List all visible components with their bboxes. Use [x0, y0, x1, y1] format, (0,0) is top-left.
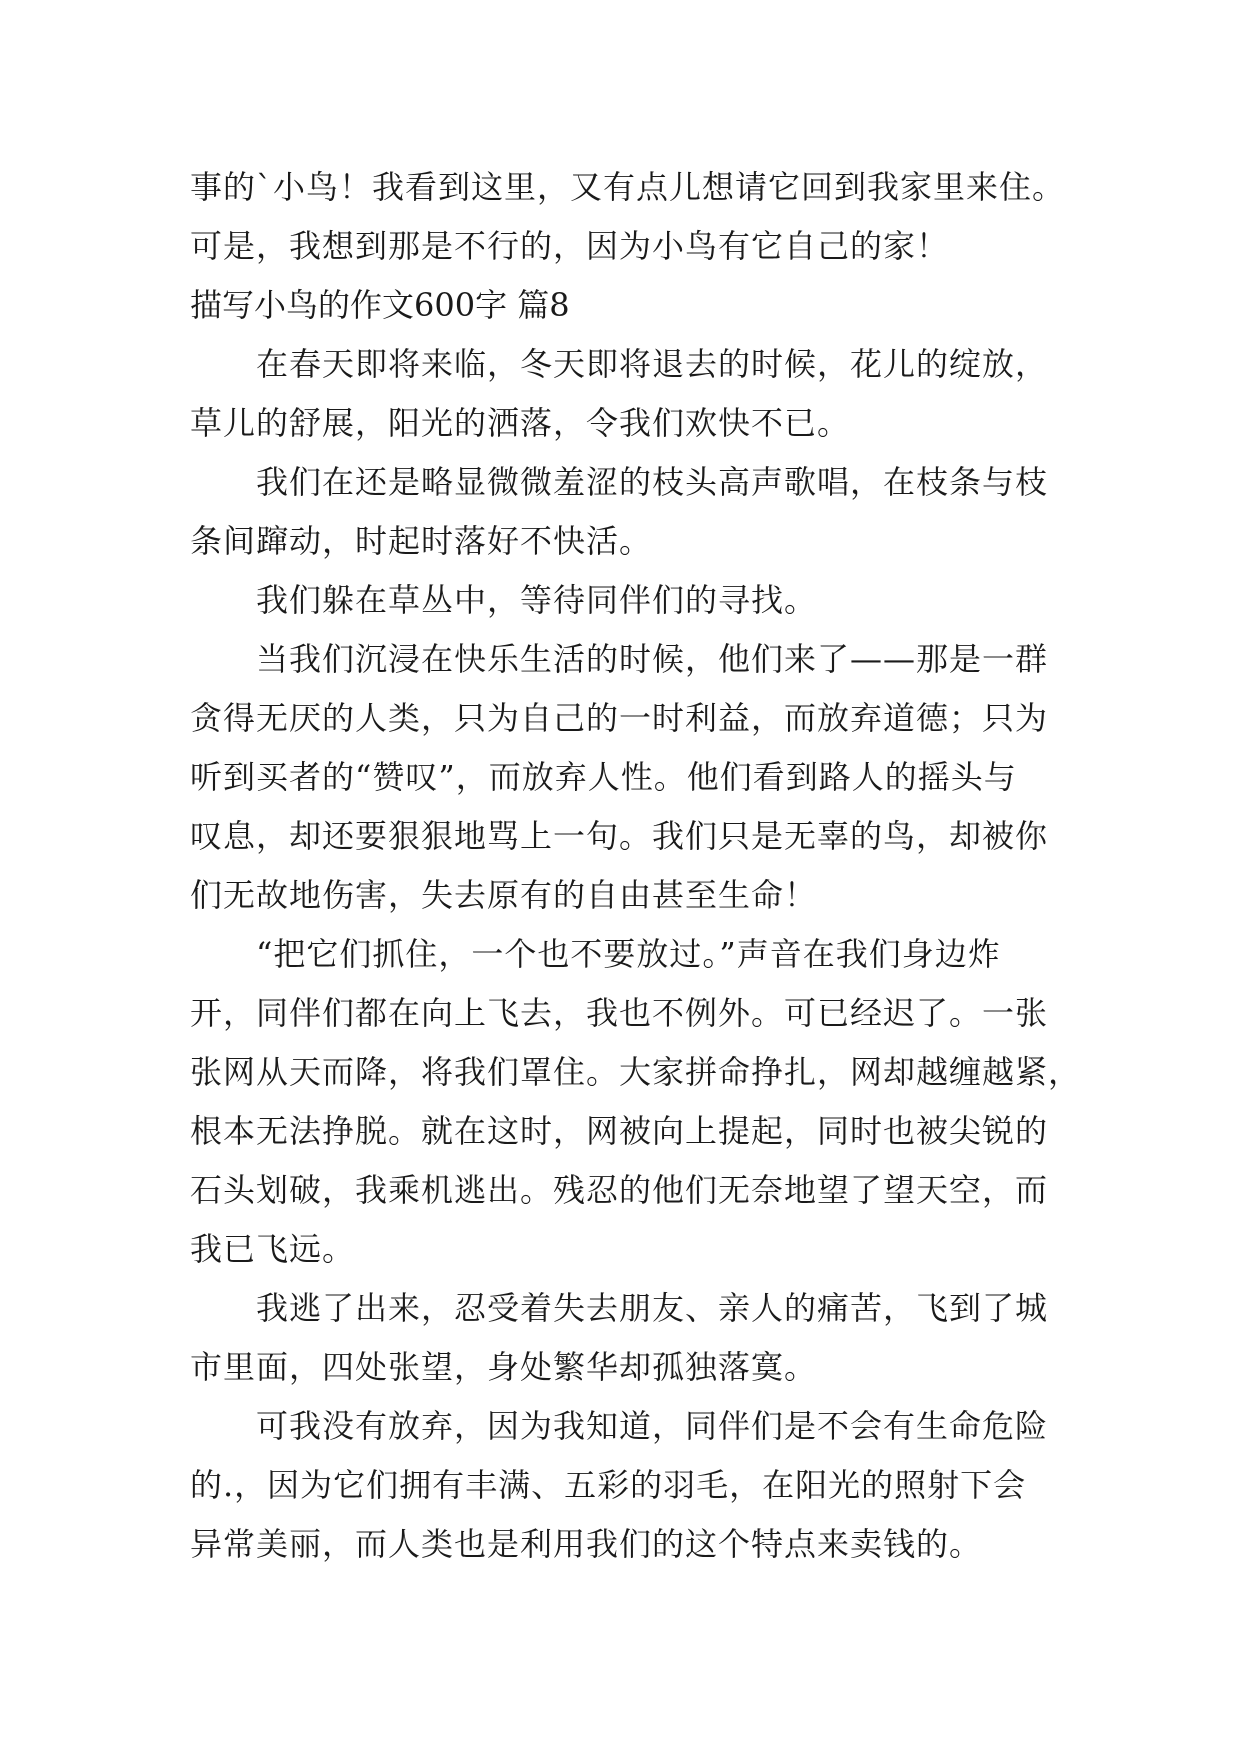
- text-line: 贪得无厌的人类，只为自己的一时利益，而放弃道德；只为: [190, 699, 1049, 737]
- text-line: 我们在还是略显微微羞涩的枝头高声歌唱，在枝条与枝: [256, 463, 1049, 501]
- paragraph-1: [190, 335, 1070, 453]
- text-line: 我已飞远。: [190, 1230, 356, 1268]
- text-line: “把它们抓住，一个也不要放过。”声音在我们身边炸: [256, 935, 1001, 973]
- text-line: 条间蹿动，时起时落好不快活。: [190, 522, 653, 560]
- document-body: [190, 158, 1082, 1574]
- text-line: 我们躲在草丛中，等待同伴们的寻找。: [256, 581, 818, 619]
- section-heading: 描写小鸟的作文600字 篇8: [190, 286, 570, 324]
- text-line: 可是，我想到那是不行的，因为小鸟有它自己的家！: [190, 227, 950, 265]
- continuation-paragraph: [190, 158, 1070, 276]
- paragraph-7: [190, 1397, 1070, 1574]
- text-line: 根本无法挣脱。就在这时，网被向上提起，同时也被尖锐的: [190, 1112, 1049, 1150]
- text-line: 们无故地伤害，失去原有的自由甚至生命！: [190, 876, 818, 914]
- paragraph-4: [190, 630, 1070, 925]
- text-line: 异常美丽，而人类也是利用我们的这个特点来卖钱的。: [190, 1525, 983, 1563]
- paragraph-6: [190, 1279, 1070, 1397]
- text-line: 叹息，却还要狠狠地骂上一句。我们只是无辜的鸟，却被你: [190, 817, 1049, 855]
- text-line: 开，同伴们都在向上飞去，我也不例外。可已经迟了。一张: [190, 994, 1049, 1032]
- paragraph-2: [190, 453, 1070, 571]
- text-line: 在春天即将来临，冬天即将退去的时候，花儿的绽放，: [256, 345, 1049, 383]
- text-line: 听到买者的“赞叹”，而放弃人性。他们看到路人的摇头与: [190, 758, 1017, 796]
- text-line: 的.，因为它们拥有丰满、五彩的羽毛，在阳光的照射下会: [190, 1466, 1027, 1504]
- text-line: 市里面，四处张望，身处繁华却孤独落寞。: [190, 1348, 818, 1386]
- text-line: 草儿的舒展，阳光的洒落，令我们欢快不已。: [190, 404, 851, 442]
- text-line: 张网从天而降，将我们罩住。大家拼命挣扎，网却越缠越紧，: [190, 1053, 1082, 1091]
- text-line: 可我没有放弃，因为我知道，同伴们是不会有生命危险: [256, 1407, 1049, 1445]
- text-line: 我逃了出来，忍受着失去朋友、亲人的痛苦，飞到了城: [256, 1289, 1049, 1327]
- text-line: 当我们沉浸在快乐生活的时候，他们来了——那是一群: [256, 640, 1049, 678]
- paragraph-3: [190, 571, 1070, 630]
- text-line: 事的`小鸟！我看到这里，又有点儿想请它回到我家里来住。: [190, 168, 1066, 206]
- text-line: 石头划破，我乘机逃出。残忍的他们无奈地望了望天空，而: [190, 1171, 1049, 1209]
- paragraph-5: [190, 925, 1082, 1279]
